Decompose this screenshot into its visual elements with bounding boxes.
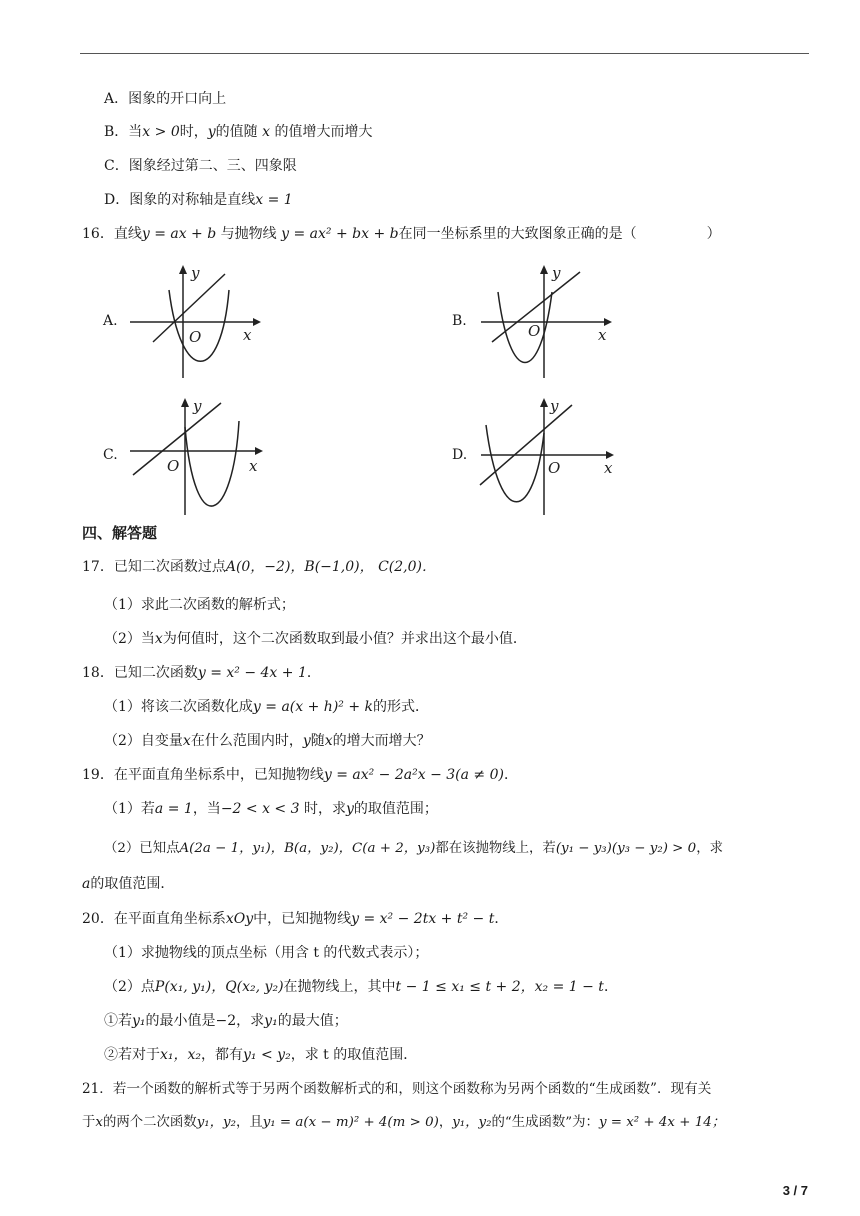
- q18-part2: （2）自变量x在什么范围内时，y随x的增大而增大？: [104, 733, 431, 749]
- q16-option-c-label: C.: [103, 447, 118, 463]
- q21-line2: 于x的两个二次函数y₁，y₂，且y₁ = a(x − m)² + 4(m > 0)，y₁，y₂的“生成函数”为：y = x² + 4x + 14；: [82, 1115, 726, 1130]
- q20-part2: （2）点P(x₁, y₁)，Q(x₂, y₂)在抛物线上，其中t − 1 ≤ x₁ ≤ t + 2，x₂ = 1 − t．: [104, 979, 618, 995]
- q15-option-d: D．图象的对称轴是直线x = 1: [104, 192, 293, 208]
- q19-stem: 19．在平面直角坐标系中，已知抛物线y = ax² − 2a²x − 3(a ≠ 0)．: [82, 767, 518, 783]
- q16-stem: 16．直线y = ax + b 与抛物线 y = ax² + bx + b在同一坐标系里的大致图象正确的是（ ）: [82, 226, 721, 242]
- q18-stem: 18．已知二次函数y = x² − 4x + 1．: [82, 665, 321, 681]
- q16-option-b-label: B.: [452, 313, 467, 329]
- q16-graph-d: [476, 393, 621, 518]
- q19-part2-cont: a的取值范围．: [82, 876, 175, 892]
- q17-part1: （1）求此二次函数的解析式；: [104, 597, 295, 613]
- q20-stem: 20．在平面直角坐标系xOy中，已知抛物线y = x² − 2tx + t² − t．: [82, 911, 509, 927]
- section-title: 四、解答题: [82, 524, 158, 542]
- page-number: 3 / 7: [782, 1183, 808, 1198]
- axis-x-label: x: [249, 457, 258, 475]
- q16-graph-a: [125, 260, 265, 380]
- q17-stem: 17．已知二次函数过点A(0，−2)，B(−1,0)， C(2,0)．: [82, 559, 436, 575]
- origin-label: O: [548, 459, 561, 477]
- q20-part1: （1）求抛物线的顶点坐标（用含 t 的代数式表示）；: [104, 945, 429, 961]
- axis-y-label: y: [191, 264, 200, 282]
- q18-part1: （1）将该二次函数化成y = a(x + h)² + k的形式．: [104, 699, 430, 715]
- origin-label: O: [167, 457, 180, 475]
- origin-label: O: [528, 322, 541, 340]
- q19-part2: （2）已知点A(2a − 1，y₁)，B(a，y₂)，C(a + 2，y₃)都在该抛物线上，若(y₁ − y₃)(y₃ − y₂) > 0，求: [104, 841, 723, 856]
- axis-x-label: x: [604, 459, 613, 477]
- q16-graph-c: [125, 393, 270, 518]
- origin-label: O: [189, 328, 202, 346]
- q17-part2: （2）当x为何值时，这个二次函数取到最小值？并求出这个最小值．: [104, 631, 527, 647]
- axis-y-label: y: [550, 397, 559, 415]
- axis-x-label: x: [243, 326, 252, 344]
- axis-y-label: y: [552, 264, 561, 282]
- q15-option-b: B．当x > 0时，y的值随 x 的值增大而增大: [104, 124, 373, 140]
- q15-option-c: C．图象经过第二、三、四象限: [104, 158, 297, 174]
- header-rule: [80, 53, 809, 54]
- axis-x-label: x: [598, 326, 607, 344]
- q19-part1: （1）若a = 1，当−2 < x < 3 时，求y的取值范围；: [104, 801, 438, 817]
- q20-sub2: ②若对于x₁，x₂，都有y₁ < y₂，求 t 的取值范围．: [104, 1047, 418, 1063]
- q16-graph-b: [476, 260, 616, 380]
- q20-sub1: ①若y₁的最小值是−2，求y₁的最大值；: [104, 1013, 348, 1029]
- q16-option-a-label: A.: [103, 313, 118, 329]
- axis-y-label: y: [193, 397, 202, 415]
- q21-line1: 21．若一个函数的解析式等于另两个函数解析式的和，则这个函数称为另两个函数的“生成函数”．现有关: [82, 1081, 712, 1097]
- q15-option-a: A．图象的开口向上: [104, 91, 227, 107]
- q16-option-d-label: D.: [452, 447, 468, 463]
